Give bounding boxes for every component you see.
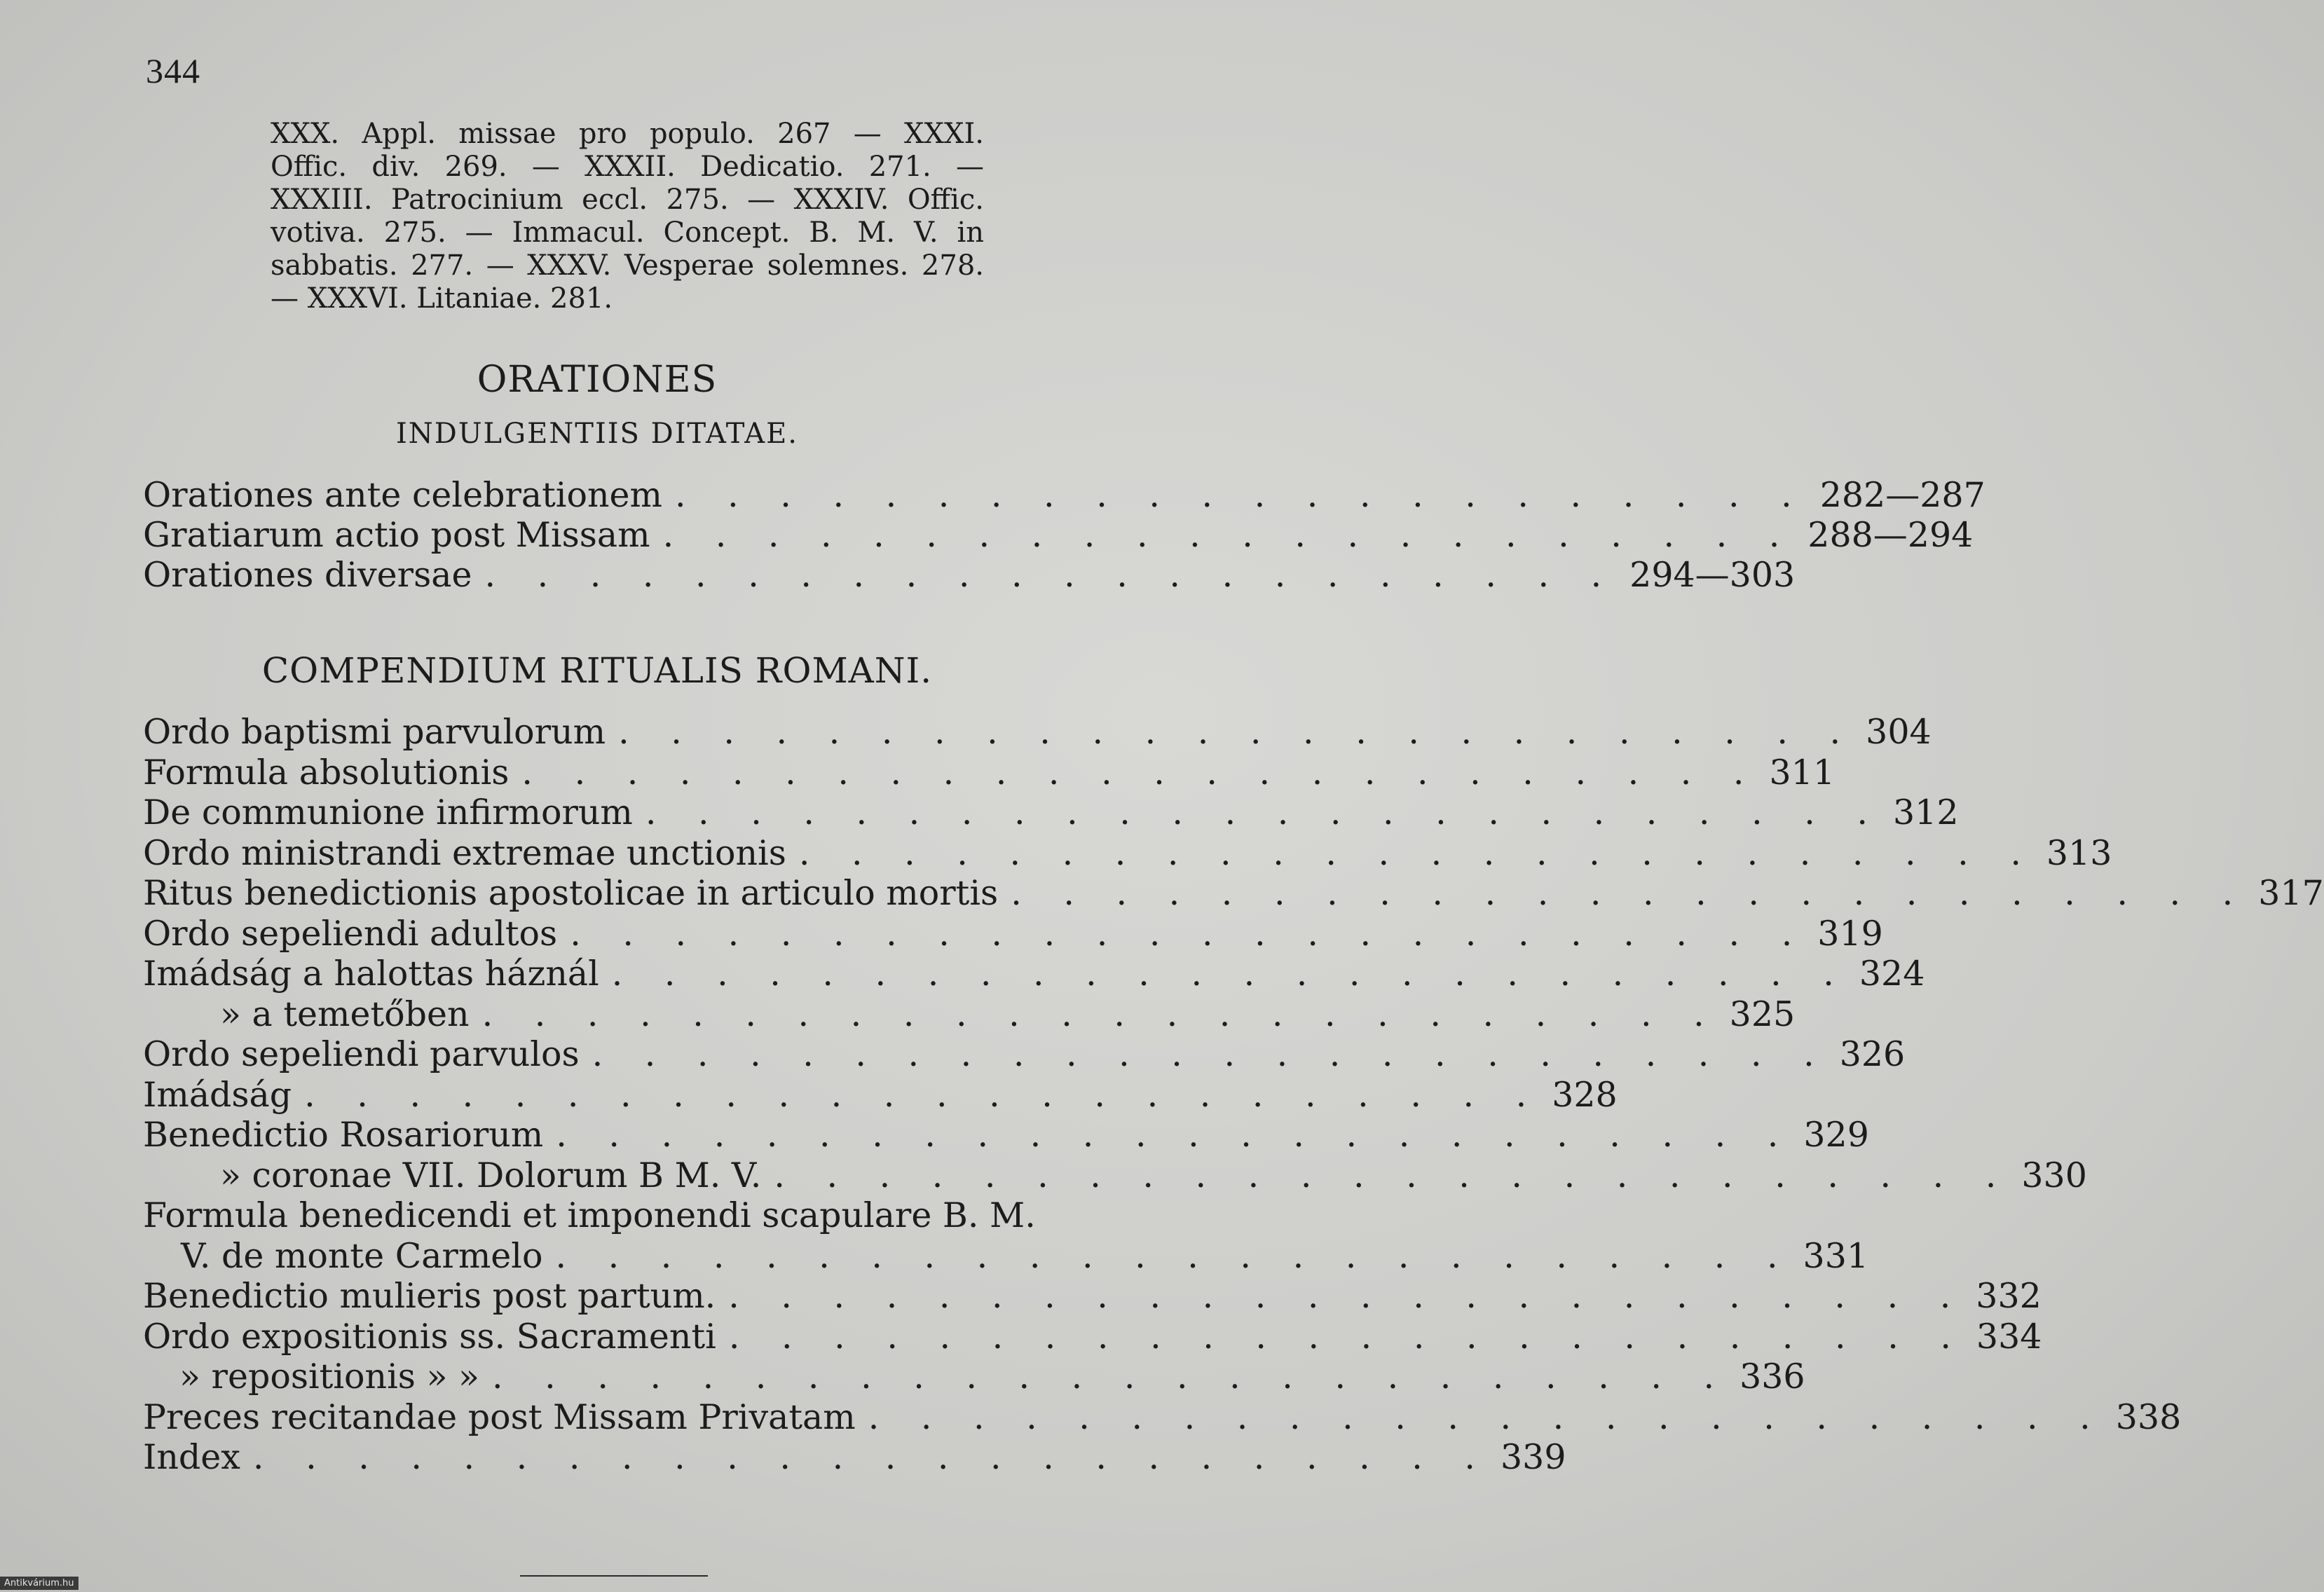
toc-entry: » repositionis » » . . . . . . . . . . . . . . . . . . . . . . . . 336 <box>179 1357 1805 1397</box>
intro-line: sabbatis. 277. — XXXV. Vesperae solemnes. 278. <box>271 249 984 282</box>
leader-dots: . . . . . . . . . . . . . . . . . . . . . . . . <box>570 913 1808 954</box>
toc-entry: Orationes diversae . . . . . . . . . . . . . . . . . . . . . . 294—303 <box>143 555 1796 595</box>
leader-dots: . . . . . . . . . . . . . . . . . . . . . . . . <box>618 712 1857 752</box>
toc-entry: Gratiarum actio post Missam . . . . . . . . . . . . . . . . . . . . . . 288—294 <box>143 515 1974 555</box>
toc-entry: Ordo ministrandi extremae unctionis . . . . . . . . . . . . . . . . . . . . . . . . 313 <box>143 832 2112 873</box>
toc-entry: Ritus benedictionis apostolicae in articulo mortis . . . . . . . . . . . . . . . . . . . . . . . . 317 <box>143 873 2324 913</box>
leader-dots: . . . . . . . . . . . . . . . . . . . . . . . . <box>481 994 1720 1034</box>
intro-line: votiva. 275. — Immacul. Concept. B. M. V. in <box>271 217 984 249</box>
section-title-orationes: ORATIONES <box>477 359 718 401</box>
leader-dots: . . . . . . . . . . . . . . . . . . . . . . <box>484 555 1618 595</box>
toc-entry: Benedictio Rosariorum . . . . . . . . . . . . . . . . . . . . . . . . 329 <box>143 1115 1869 1155</box>
toc-entry: Formula absolutionis . . . . . . . . . . . . . . . . . . . . . . . . 311 <box>143 752 1836 792</box>
leader-dots: . . . . . . . . . . . . . . . . . . . . . . <box>674 475 1807 515</box>
intro-paragraph <box>271 118 984 315</box>
intro-line: XXX. Appl. missae pro populo. 267 — XXXI. <box>271 118 984 150</box>
section-title-compendium: COMPENDIUM RITUALIS ROMANI. <box>261 650 933 691</box>
leader-dots: . . . . . . . . . . . . . . . . . . . . . . . . <box>868 1397 2106 1437</box>
end-rule <box>520 1575 708 1577</box>
leader-dots: . . . . . . . . . . . . . . . . . . . . . . . . <box>728 1316 1967 1357</box>
toc-entry: » a temetőben . . . . . . . . . . . . . . . . . . . . . . . . 325 <box>220 994 1796 1034</box>
toc-entry: Ordo baptismi parvulorum . . . . . . . . . . . . . . . . . . . . . . . . 304 <box>143 712 1932 752</box>
toc-entry: V. de monte Carmelo . . . . . . . . . . . . . . . . . . . . . . . . 331 <box>181 1235 1869 1276</box>
leader-dots: . . . . . . . . . . . . . . . . . . . . . . . . <box>592 1034 1830 1074</box>
leader-dots: . . . . . . . . . . . . . . . . . . . . . . . . <box>555 1235 1793 1276</box>
toc-entry: Ordo sepeliendi adultos . . . . . . . . . . . . . . . . . . . . . . . . 319 <box>143 913 1883 954</box>
toc-compendium <box>143 712 2324 1478</box>
toc-entry: Orationes ante celebrationem . . . . . . . . . . . . . . . . . . . . . . 282—287 <box>143 475 1985 515</box>
leader-dots: . . . . . . . . . . . . . . . . . . . . . . . . <box>728 1276 1967 1316</box>
toc-entry: Preces recitandae post Missam Privatam . . . . . . . . . . . . . . . . . . . . . . . . 338 <box>143 1397 2182 1437</box>
toc-orationes <box>143 475 1985 595</box>
leader-dots: . . . . . . . . . . . . . . . . . . . . . . . . <box>1011 873 2249 913</box>
leader-dots: . . . . . . . . . . . . . . . . . . . . . . . . <box>521 752 1760 792</box>
toc-entry: Ordo sepeliendi parvulos . . . . . . . . . . . . . . . . . . . . . . . . 326 <box>143 1034 1906 1074</box>
leader-dots: . . . . . . . . . . . . . . . . . . . . . . . . <box>798 832 2037 873</box>
toc-entry: Index . . . . . . . . . . . . . . . . . . . . . . . . 339 <box>143 1437 1566 1477</box>
leader-dots: . . . . . . . . . . . . . . . . . . . . . . <box>662 515 1796 555</box>
intro-line: Offic. div. 269. — XXXII. Dedicatio. 271. — <box>271 151 984 183</box>
leader-dots: . . . . . . . . . . . . . . . . . . . . . . . . <box>556 1115 1794 1155</box>
leader-dots: . . . . . . . . . . . . . . . . . . . . . . . . <box>774 1155 2012 1195</box>
toc-entry: Formula benedicendi et imponendi scapulare B. M. <box>143 1195 1036 1235</box>
leader-dots: . . . . . . . . . . . . . . . . . . . . . . . . <box>492 1357 1730 1397</box>
watermark: Antikvárium.hu <box>0 1577 78 1590</box>
toc-entry: Ordo expositionis ss. Sacramenti . . . . . . . . . . . . . . . . . . . . . . . . 334 <box>143 1316 2042 1357</box>
leader-dots: . . . . . . . . . . . . . . . . . . . . . . . . <box>252 1437 1491 1477</box>
leader-dots: . . . . . . . . . . . . . . . . . . . . . . . . <box>645 792 1883 832</box>
toc-entry: Imádság a halottas háznál . . . . . . . . . . . . . . . . . . . . . . . . 324 <box>143 954 1925 994</box>
toc-entry: » coronae VII. Dolorum B M. V. . . . . . . . . . . . . . . . . . . . . . . . . 330 <box>220 1155 2087 1195</box>
intro-line: — XXXVI. Litaniae. 281. <box>271 282 613 315</box>
section-subtitle: INDULGENTIIS DITATAE. <box>395 418 799 450</box>
intro-line: XXXIII. Patrocinium eccl. 275. — XXXIV. Offic. <box>271 184 984 216</box>
toc-entry: Imádság . . . . . . . . . . . . . . . . . . . . . . . . 328 <box>143 1074 1618 1115</box>
leader-dots: . . . . . . . . . . . . . . . . . . . . . . . . <box>611 954 1850 994</box>
toc-entry: Benedictio mulieris post partum. . . . . . . . . . . . . . . . . . . . . . . . . 332 <box>143 1276 2042 1316</box>
toc-entry: De communione infirmorum . . . . . . . . . . . . . . . . . . . . . . . . 312 <box>143 792 1959 832</box>
page-number: 344 <box>146 51 200 90</box>
leader-dots: . . . . . . . . . . . . . . . . . . . . . . . . <box>304 1074 1543 1115</box>
